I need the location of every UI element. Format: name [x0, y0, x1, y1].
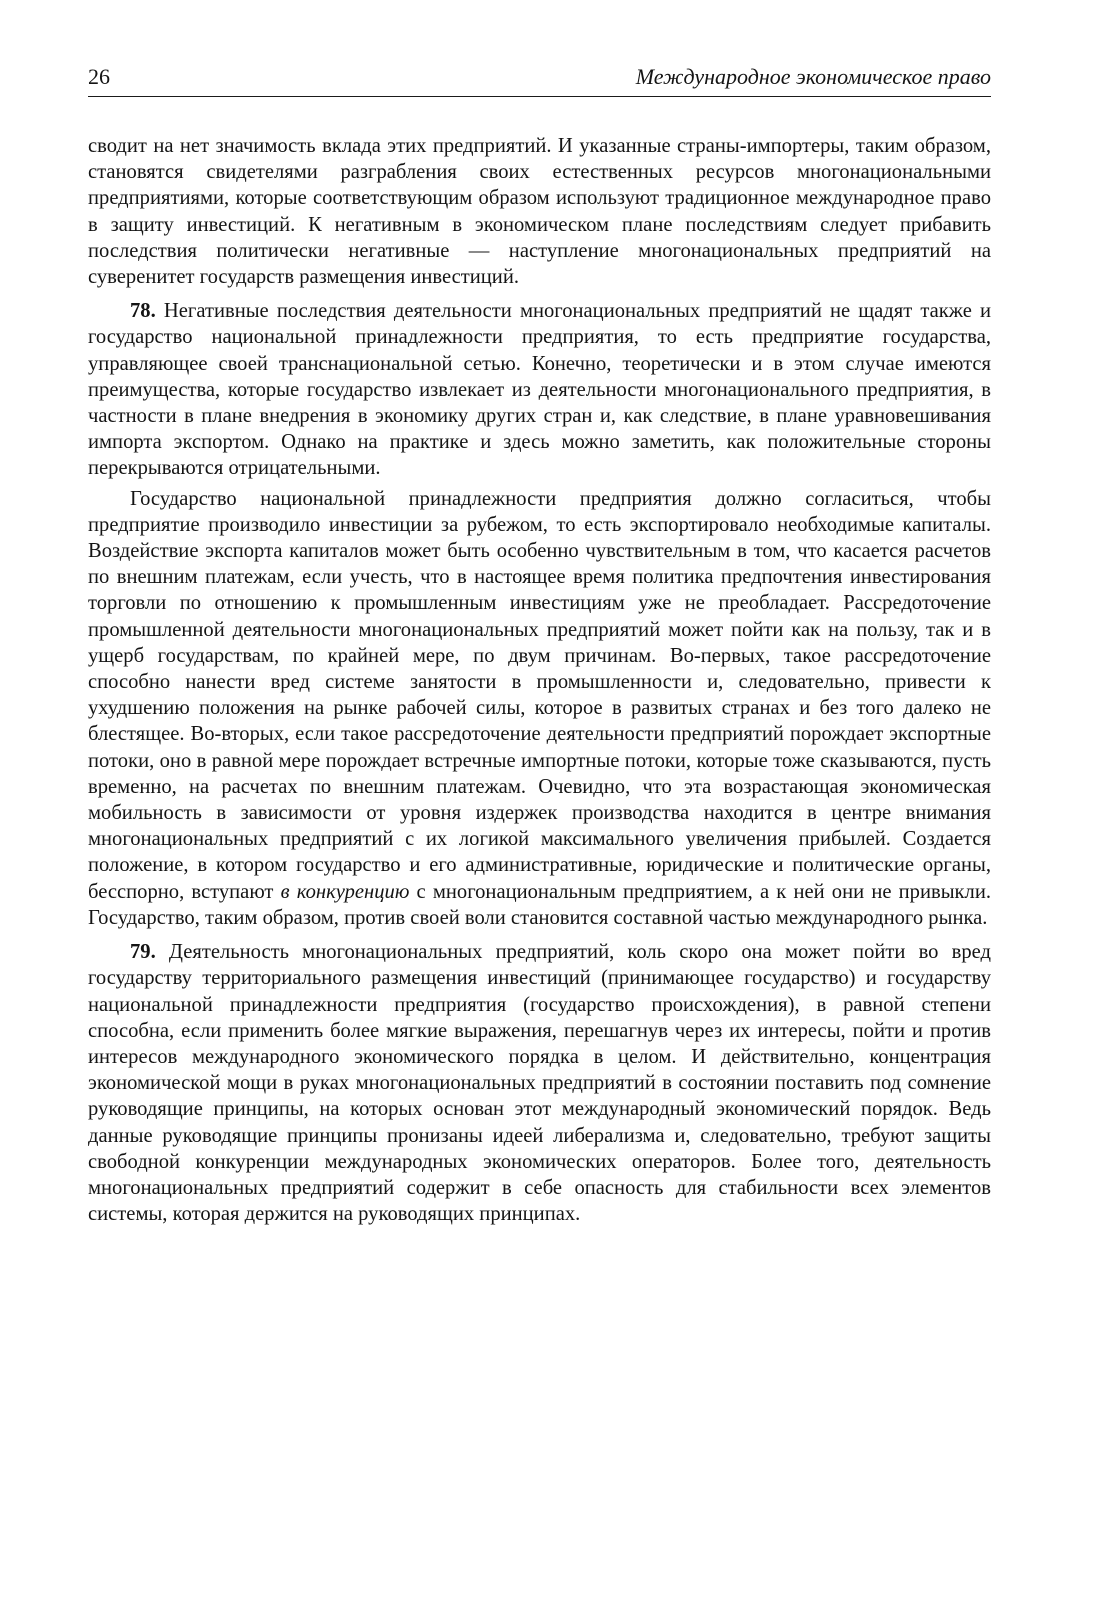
- paragraph-text: с многонациональным предприятием, а к ней они не привыкли. Государство, таким образом, против своей воли становится составной частью международного рынка.: [88, 880, 991, 929]
- running-header: [88, 56, 991, 97]
- paragraph-78: [88, 298, 991, 481]
- paragraph-text: Государство национальной принадлежности предприятия должно согласиться, чтобы предприятие производило инвестиции за рубежом, то есть экспортировало необходимые капиталы. Воздействие экспорта капиталов может быть особенно чувствительным в том, что касается расчетов по внешним платежам, если учесть, что в настоящее время политика предпочтения инвестирования торговли по отношению к промышленным инвестициям уже не преобладает. Рассредоточение промышленной деятельности многонациональных предприятий может пойти как на пользу, так и в ущерб государствам, по крайней мере, по двум причинам. Во-первых, такое рассредоточение способно нанести вред системе занятости в промышленности и, следовательно, привести к ухудшению положения на рынке рабочей силы, которое в развитых странах и без того далеко не блестящее. Во-вторых, если такое рассредоточение деятельности предприятий порождает экспортные потоки, оно в равной мере порождает встречные импортные потоки, которые тоже сказываются, пусть временно, на расчетах по внешним платежам. Очевидно, что эта возрастающая экономическая мобильность в зависимости от уровня издержек производства находится в центре внимания многонациональных предприятий с их логикой максимального увеличения прибылей. Создается положение, в котором государство и его административные, юридические и политические органы, бесспорно, вступают: [88, 487, 991, 903]
- paragraph-text: Негативные последствия деятельности многонациональных предприятий не щадят также и государство национальной принадлежности предприятия, то есть предприятие государства, управляющее своей транснациональной сетью. Конечно, теоретически и в этом случае имеются преимущества, которые государство извлекает из деятельности многонационального предприятия, в частности в плане внедрения в экономику других стран и, как следствие, в плане уравновешивания импорта экспортом. Однако на практике и здесь можно заметить, как положительные стороны перекрываются отрицательными.: [88, 300, 991, 480]
- page-number: 26: [88, 64, 110, 89]
- paragraph-state-of-origin: [88, 486, 991, 931]
- book-page: [88, 56, 991, 1227]
- book-title: Международное экономическое право: [635, 64, 991, 89]
- paragraph-continuation: [88, 133, 991, 290]
- paragraph-79: [88, 939, 991, 1227]
- paragraph-number: 79.: [130, 941, 156, 964]
- paragraph-number: 78.: [130, 300, 156, 323]
- emphasis-text: в конкуренцию: [280, 880, 410, 903]
- paragraph-text: Деятельность многонациональных предприятий, коль скоро она может пойти во вред государству территориального размещения инвестиций (принимающее государство) и государству национальной принадлежности предприятия (государство происхождения), в равной степени способна, если применить более мягкие выражения, перешагнув через их интересы, пойти и против интересов международного экономического порядка в целом. И действительно, концентрация экономической мощи в руках многонациональных предприятий в состоянии поставить под сомнение руководящие принципы, на которых основан этот международный экономический порядок. Ведь данные руководящие принципы пронизаны идеей либерализма и, следовательно, требуют защиты свободной конкуренции международных экономических операторов. Более того, деятельность многонациональных предприятий содержит в себе опасность для стабильности всех элементов системы, которая держится на руководящих принципах.: [88, 941, 991, 1226]
- paragraph-text: сводит на нет значимость вклада этих предприятий. И указанные страны-импортеры, таким образом, становятся свидетелями разграбления своих естественных ресурсов многонациональными предприятиями, которые соответствующим образом используют традиционное международное право в защиту инвестиций. К негативным в экономическом плане последствиям следует прибавить последствия политически негативные — наступление многонациональных предприятий на суверенитет государств размещения инвестиций.: [88, 135, 991, 289]
- page-body: [88, 133, 991, 1227]
